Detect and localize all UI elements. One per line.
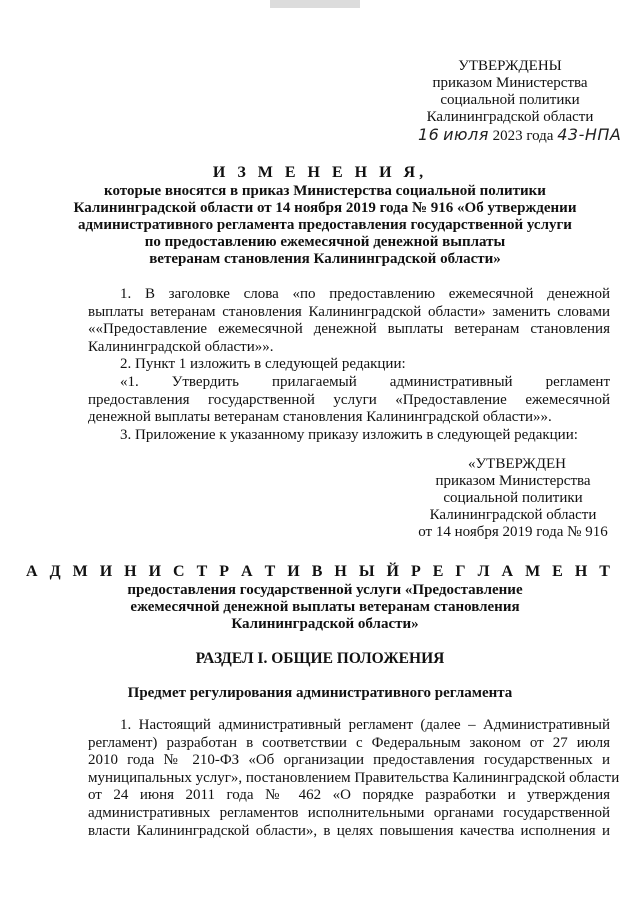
approval-line: приказом Министерства <box>432 75 588 91</box>
item-line: 1. В заголовке слова «по предоставлению ежемесячной денежной <box>120 286 610 302</box>
approval-line: Калининградской области <box>429 507 597 523</box>
approval-date-line <box>400 126 620 145</box>
subtitle-line: по предоставлению ежемесячной денежной выплаты <box>144 234 506 250</box>
item-line: ««Предоставление ежемесячной денежной выплаты ветеранам становления <box>88 321 610 338</box>
approval-line: социальной политики <box>440 92 580 108</box>
handwritten-number: 43-НПА <box>557 125 622 144</box>
changes-heading: И З М Е Н Е Н И Я, <box>212 164 428 181</box>
item-line: «1. Утвердить прилагаемый административный регламент <box>120 373 610 390</box>
handwritten-day: 16 <box>418 125 440 144</box>
paragraph-line: регламент) разработан в соответствии с Федеральным законом от 27 июля <box>88 734 610 751</box>
paragraph-line: 2010 года № 210-ФЗ «Об организации предоставления государственных и <box>88 752 610 769</box>
handwritten-month: июля <box>443 125 489 144</box>
paragraph-line: от 24 июня 2011 года № 462 «О порядке разработки и утверждения <box>88 787 610 804</box>
approval-line: Калининградской области <box>426 109 594 125</box>
subtitle-line: предоставления государственной услуги «Предоставление <box>127 582 523 598</box>
item-line: Калининградской области»». <box>88 338 274 355</box>
item-line: 3. Приложение к указанному приказу изложить в следующей редакции: <box>120 426 578 443</box>
subtitle-line: которые вносятся в приказ Министерства социальной политики <box>104 183 546 199</box>
subtitle-line: Калининградской области» <box>231 616 419 632</box>
approval-title: УТВЕРЖДЕНЫ <box>458 58 562 74</box>
subtitle-line: Калининградской области от 14 ноября 2019 года № 916 «Об утверждении <box>73 200 577 216</box>
paragraph-line: муниципальных услуг», постановлением Правительства Калининградской области <box>88 769 620 786</box>
approval-line: от 14 ноября 2019 года № 916 <box>418 524 608 540</box>
scan-artifact <box>270 0 360 8</box>
changes-subtitle <box>70 183 580 268</box>
regulation-heading: А Д М И Н И С Т Р А Т И В Н Ы Й Р Е Г Л А М Е Н Т <box>26 563 614 580</box>
approval-line: приказом Министерства <box>435 473 591 489</box>
regulation-subtitle <box>70 582 580 633</box>
approval-title: «УТВЕРЖДЕН <box>468 456 566 472</box>
changes-items <box>88 286 610 444</box>
subtitle-line: ежемесячной денежной выплаты ветеранам становления <box>130 599 520 615</box>
section-title: РАЗДЕЛ I. ОБЩИЕ ПОЛОЖЕНИЯ <box>195 650 445 667</box>
subtitle-line: административного регламента предоставления государственной услуги <box>78 217 572 233</box>
approval-block-top <box>400 58 620 145</box>
paragraph-line: административных регламентов исполнительными органами государственной <box>88 804 610 821</box>
item-line: выплаты ветеранам становления Калининградской области» заменить словами <box>88 303 610 320</box>
paragraph-line: 1. Настоящий административный регламент (далее – Административный <box>120 717 610 733</box>
subject-title: Предмет регулирования административного регламента <box>127 685 513 701</box>
subtitle-line: ветеранам становления Калининградской области» <box>149 251 501 267</box>
item-line: денежной выплаты ветеранам становления Калининградской области»». <box>88 409 552 426</box>
item-line: 2. Пункт 1 изложить в следующей редакции: <box>120 356 406 373</box>
approval-block-second <box>408 456 618 541</box>
item-line: предоставления государственной услуги «Предоставление ежемесячной <box>88 391 610 408</box>
approval-year: 2023 года <box>492 128 554 144</box>
paragraph-1 <box>88 717 620 840</box>
paragraph-line: власти Калининградской области», в целях повышения качества исполнения и <box>88 822 610 839</box>
approval-line: социальной политики <box>443 490 583 506</box>
